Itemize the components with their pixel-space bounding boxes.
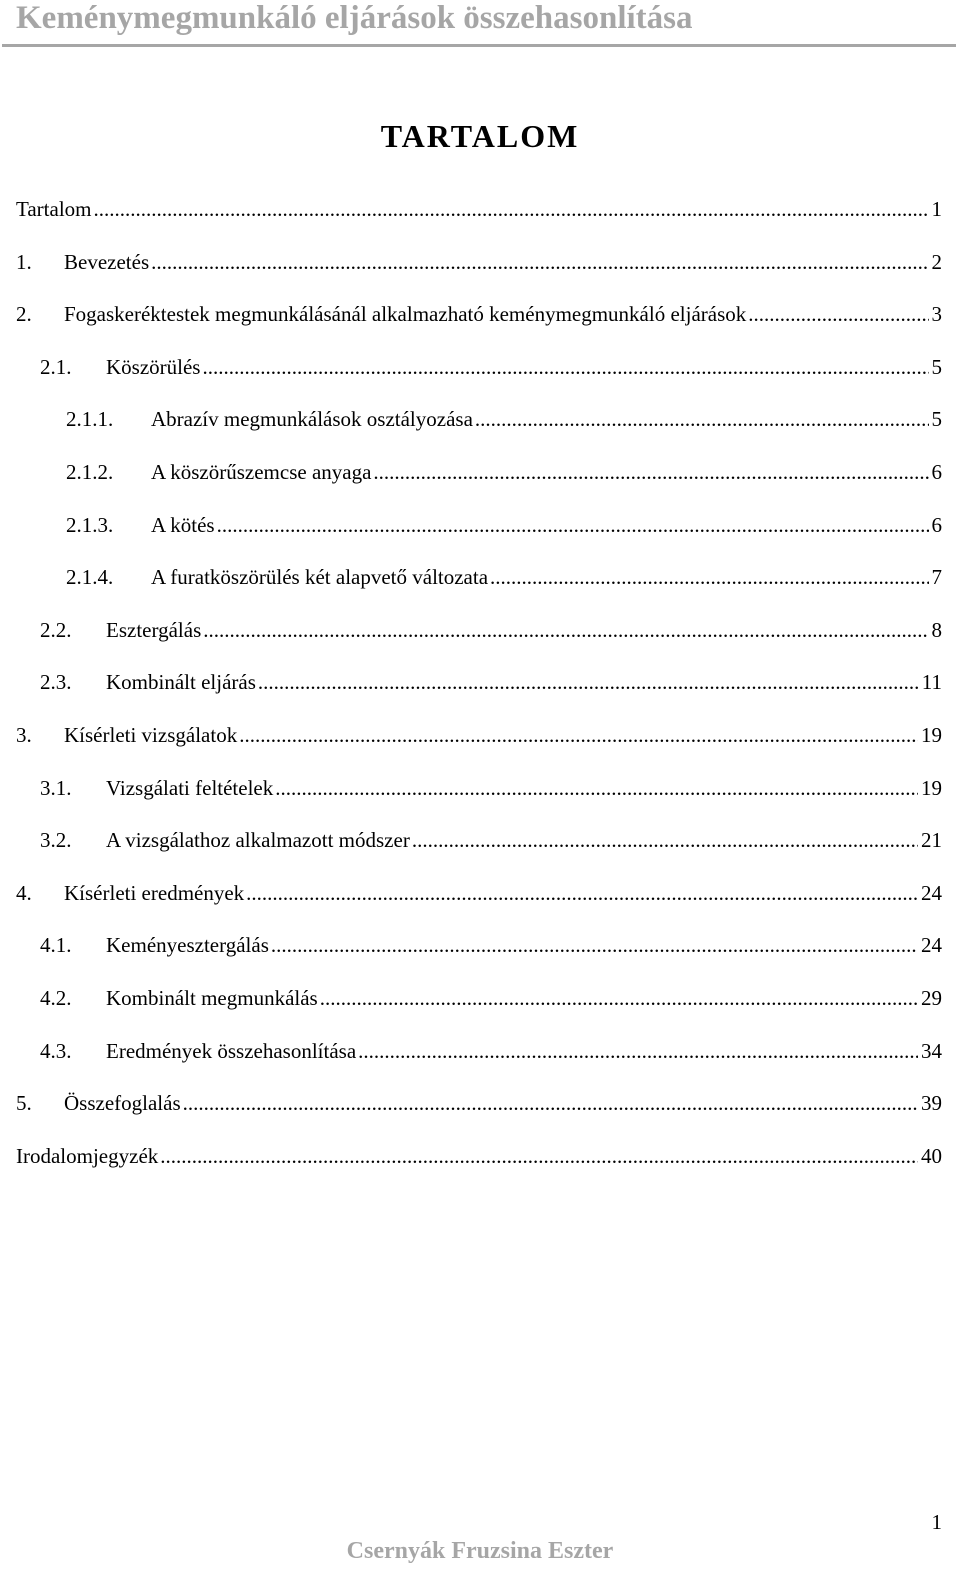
- toc-entry-number: 2.1.4.: [66, 565, 114, 589]
- toc-dot-leader: [320, 983, 918, 1013]
- toc-entry[interactable]: [66, 404, 942, 434]
- toc-entry-title: Bevezetés: [64, 250, 150, 274]
- toc-entry-title: Abrazív megmunkálások osztályozása: [151, 407, 473, 431]
- toc-entry-page: 19: [921, 723, 942, 747]
- toc-entry-number: 4.1.: [40, 933, 72, 957]
- toc-entry[interactable]: [16, 299, 942, 329]
- toc-entry-number: 2.2.: [40, 618, 72, 642]
- toc-entry[interactable]: [40, 773, 942, 803]
- running-footer-author: Csernyák Fruzsina Eszter: [346, 1538, 614, 1564]
- toc-dot-leader: [151, 247, 928, 277]
- toc-dot-leader: [239, 720, 918, 750]
- toc-entry-number: 4.2.: [40, 986, 72, 1010]
- toc-entry-number: 2.1.1.: [66, 407, 114, 431]
- toc-entry[interactable]: [40, 930, 942, 960]
- toc-entry[interactable]: [66, 457, 942, 487]
- toc-dot-leader: [275, 773, 918, 803]
- toc-entry-number: 3.: [16, 723, 32, 747]
- toc-heading: TARTALOM: [380, 118, 580, 154]
- toc-entry-title: Fogaskeréktestek megmunkálásánál alkalmazható keménymegmunkáló eljárások: [64, 302, 747, 326]
- page-number: 1: [931, 1510, 942, 1534]
- toc-entry-title: Esztergálás: [106, 618, 202, 642]
- toc-dot-leader: [217, 510, 929, 540]
- toc-dot-leader: [203, 615, 928, 645]
- toc-entry[interactable]: [16, 720, 942, 750]
- toc-entry-page: 34: [921, 1039, 942, 1063]
- toc-dot-leader: [246, 878, 918, 908]
- toc-dot-leader: [358, 1036, 918, 1066]
- toc-entry-page: 8: [931, 618, 942, 642]
- toc-dot-leader: [160, 1141, 918, 1171]
- toc-entry[interactable]: [16, 1088, 942, 1118]
- toc-entry-page: 2: [931, 250, 942, 274]
- toc-entry-number: 2.1.: [40, 355, 72, 379]
- toc-entry[interactable]: [16, 247, 942, 277]
- toc-dot-leader: [202, 352, 928, 382]
- toc-entry[interactable]: [40, 667, 942, 697]
- toc-dot-leader: [183, 1088, 918, 1118]
- toc-entry-page: 24: [921, 933, 942, 957]
- toc-entry-page: 21: [921, 828, 942, 852]
- toc-entry[interactable]: [16, 194, 942, 224]
- toc-entry-title: A vizsgálathoz alkalmazott módszer: [106, 828, 410, 852]
- toc-dot-leader: [490, 562, 928, 592]
- toc-entry-number: 2.1.3.: [66, 513, 114, 537]
- toc-entry[interactable]: [40, 983, 942, 1013]
- toc-entry-page: 39: [921, 1091, 942, 1115]
- toc-entry-number: 3.2.: [40, 828, 72, 852]
- running-header-title: Keménymegmunkáló eljárások összehasonlítása: [16, 0, 693, 36]
- toc-entry-page: 24: [921, 881, 942, 905]
- toc-dot-leader: [373, 457, 928, 487]
- toc-entry-page: 5: [931, 407, 942, 431]
- toc-entry-number: 2.3.: [40, 670, 72, 694]
- toc-entry-title: Kombinált eljárás: [106, 670, 256, 694]
- toc-entry-title: Kombinált megmunkálás: [106, 986, 318, 1010]
- toc-entry-title: Keményesztergálás: [106, 933, 269, 957]
- toc-entry-number: 4.: [16, 881, 32, 905]
- toc-dot-leader: [271, 930, 918, 960]
- toc-entry-title: Kísérleti vizsgálatok: [64, 723, 238, 747]
- toc-entry-page: 3: [931, 302, 942, 326]
- toc-entry-title: A köszörűszemcse anyaga: [151, 460, 372, 484]
- toc-entry-page: 1: [931, 197, 942, 221]
- toc-entry[interactable]: [66, 510, 942, 540]
- header-divider: [2, 44, 956, 47]
- toc-entry-page: 40: [921, 1144, 942, 1168]
- toc-dot-leader: [412, 825, 918, 855]
- toc-entry-page: 6: [931, 460, 942, 484]
- toc-entry-page: 11: [921, 670, 942, 694]
- toc-entry-number: 5.: [16, 1091, 32, 1115]
- toc-entry[interactable]: [40, 352, 942, 382]
- toc-entry-title: Összefoglalás: [64, 1091, 181, 1115]
- toc-dot-leader: [475, 404, 929, 434]
- toc-entry[interactable]: [16, 1141, 942, 1171]
- toc-entry-title: Tartalom: [16, 197, 92, 221]
- toc-dot-leader: [748, 299, 928, 329]
- toc-entry[interactable]: [16, 878, 942, 908]
- toc-entry-title: Vizsgálati feltételek: [106, 776, 274, 800]
- toc-entry-page: 6: [931, 513, 942, 537]
- toc-entry-number: 2.: [16, 302, 32, 326]
- toc-entry-page: 5: [931, 355, 942, 379]
- toc-entry[interactable]: [40, 615, 942, 645]
- toc-entry[interactable]: [66, 562, 942, 592]
- toc-entry-title: Köszörülés: [106, 355, 201, 379]
- toc-entry-page: 19: [921, 776, 942, 800]
- toc-entry-number: 4.3.: [40, 1039, 72, 1063]
- toc-entry-page: 29: [921, 986, 942, 1010]
- toc-entry[interactable]: [40, 825, 942, 855]
- toc-entry-title: Irodalomjegyzék: [16, 1144, 159, 1168]
- toc-entry-number: 1.: [16, 250, 32, 274]
- toc-dot-leader: [258, 667, 919, 697]
- toc-entry-title: Eredmények összehasonlítása: [106, 1039, 357, 1063]
- toc-entry-title: A kötés: [151, 513, 215, 537]
- toc-entry[interactable]: [40, 1036, 942, 1066]
- toc-dot-leader: [94, 194, 929, 224]
- toc-entry-title: A furatköszörülés két alapvető változata: [151, 565, 489, 589]
- toc-entry-number: 3.1.: [40, 776, 72, 800]
- toc-entry-title: Kísérleti eredmények: [64, 881, 245, 905]
- toc-entry-page: 7: [931, 565, 942, 589]
- toc-entry-number: 2.1.2.: [66, 460, 114, 484]
